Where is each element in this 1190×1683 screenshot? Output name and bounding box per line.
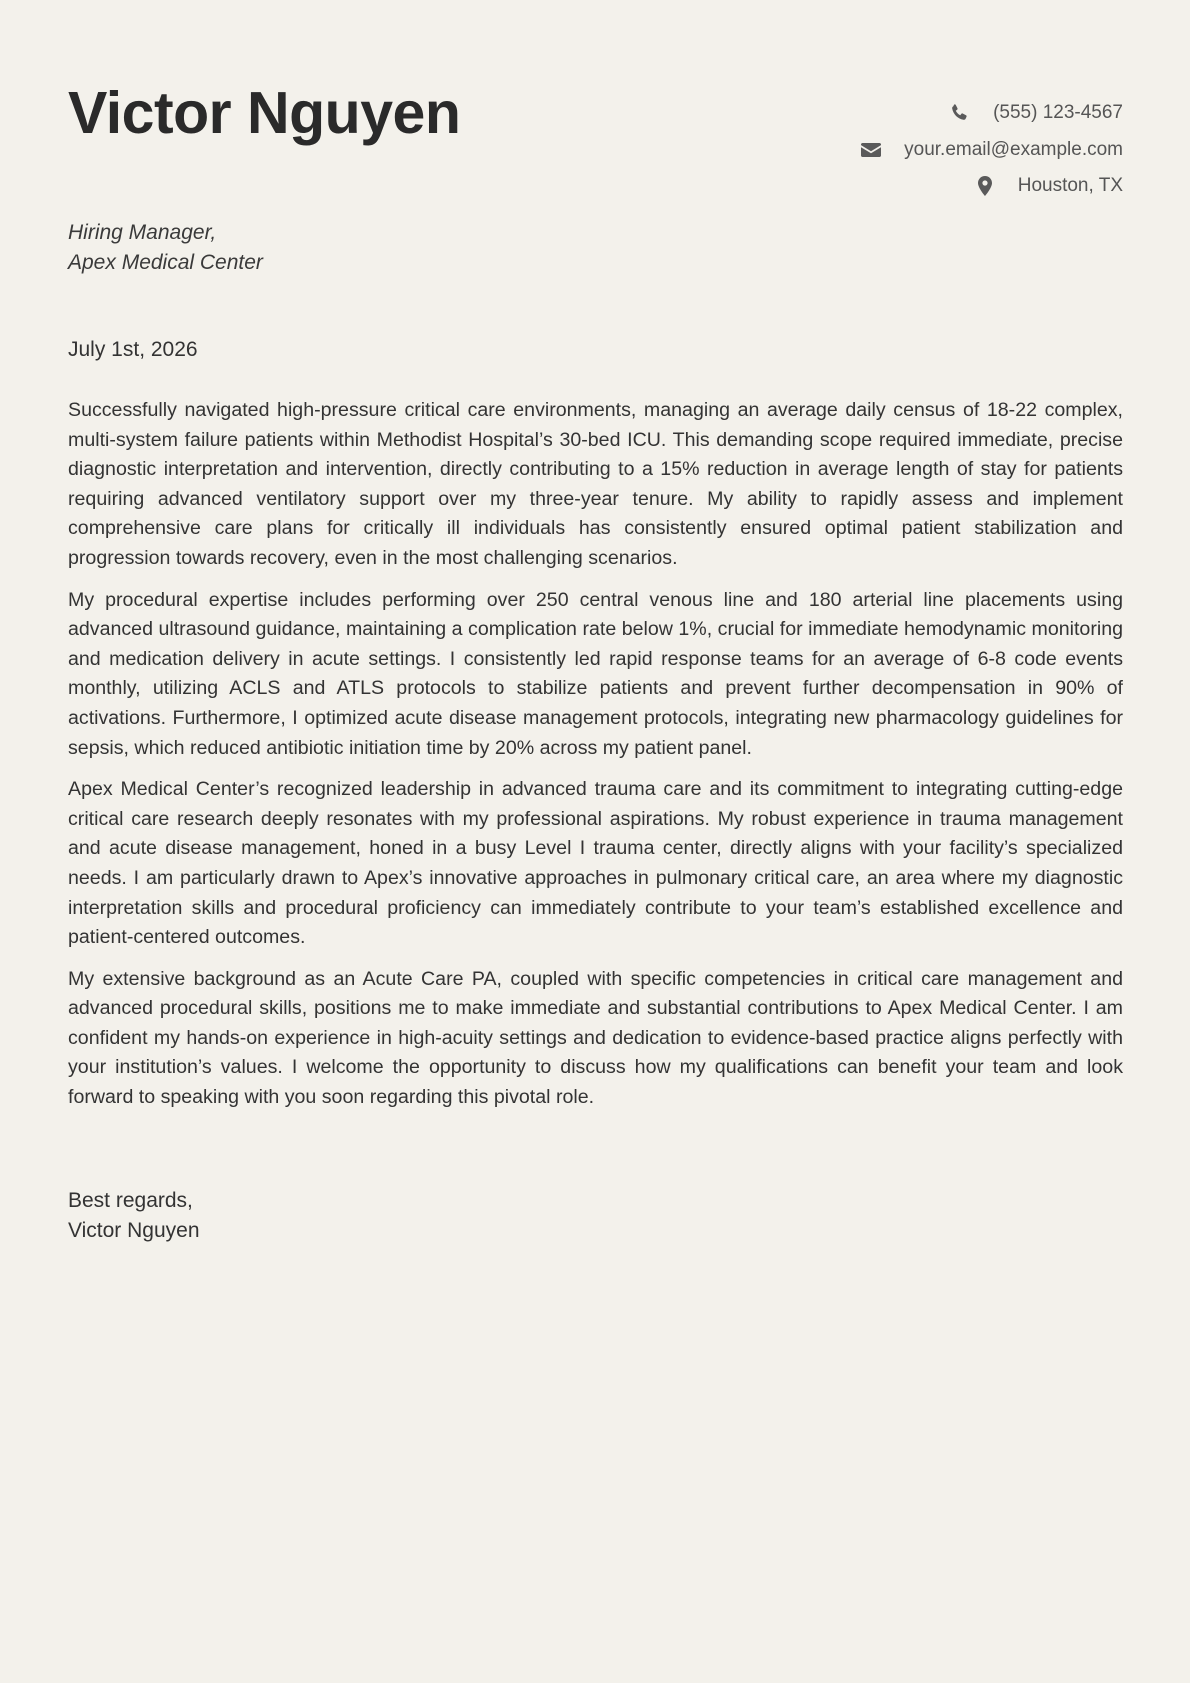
contact-location-text: Houston, TX	[1017, 175, 1123, 197]
letter-date: July 1st, 2026	[68, 338, 198, 361]
contact-email-text[interactable]: your.email@example.com	[904, 138, 1123, 160]
contact-phone-row	[860, 95, 1123, 132]
map-marker-icon	[974, 175, 996, 197]
letter-header	[68, 0, 1123, 200]
envelope-icon	[860, 139, 882, 161]
body-paragraph-1: Successfully navigated high-pressure critical care environments, managing an average daily census of 18-22 complex, multi-system failure patients within Methodist Hospital’s 30-bed ICU. This demanding scope required immediate, precise diagnostic interpretation and intervention, directly contributing to a 15% reduction in average length of stay for patients requiring advanced ventilatory support over my three-year tenure. My ability to rapidly assess and implement comprehensive care plans for critically ill individuals has consistently ensured optimal patient stabilization and progression towards recovery, even in the most challenging scenarios.	[68, 399, 1123, 569]
applicant-name: Victor Nguyen	[68, 80, 461, 146]
recipient-block	[68, 218, 263, 278]
body-paragraph-2: My procedural expertise includes performing over 250 central venous line and 180 arterial line placements using advanced ultrasound guidance, maintaining a complication rate below 1%, crucial for immediate hemodynamic monitoring and medication delivery in acute settings. I consistently led rapid response teams for an average of 6-8 code events monthly, utilizing ACLS and ATLS protocols to stabilize patients and prevent further decompensation in 90% of activations. Furthermore, I optimized acute disease management protocols, integrating new pharmacology guidelines for sepsis, which reduced antibiotic initiation time by 20% across my patient panel.	[68, 588, 1123, 759]
body-paragraph-4: My extensive background as an Acute Care PA, coupled with specific competencies in critical care management and advanced procedural skills, positions me to make immediate and substantial contributions to Apex Medical Center. I am confident my hands-on experience in high-acuity settings and dedication to evidence-based practice aligns perfectly with your institution’s values. I welcome the opportunity to discuss how my qualifications can benefit your team and look forward to speaking with you soon regarding this pivotal role.	[68, 967, 1123, 1109]
contact-block	[860, 95, 1123, 205]
closing-block	[68, 1186, 200, 1246]
letter-body	[68, 396, 1123, 1125]
recipient-organization: Apex Medical Center	[68, 251, 263, 274]
phone-icon	[949, 102, 971, 124]
contact-location-row	[860, 168, 1123, 205]
contact-email-row	[860, 132, 1123, 169]
recipient-title: Hiring Manager,	[68, 221, 217, 244]
cover-letter-page	[68, 0, 1123, 1683]
contact-phone-text[interactable]: (555) 123-4567	[993, 102, 1123, 124]
closing-signature: Victor Nguyen	[68, 1219, 200, 1242]
body-paragraph-3: Apex Medical Center’s recognized leadership in advanced trauma care and its commitment to integrating cutting-edge critical care research deeply resonates with my professional aspirations. My robust experience in trauma management and acute disease management, honed in a busy Level I trauma center, directly aligns with your facility’s specialized needs. I am particularly drawn to Apex’s innovative approaches in pulmonary critical care, an area where my diagnostic interpretation skills and procedural proficiency can immediately contribute to your team’s established excellence and patient-centered outcomes.	[68, 778, 1123, 949]
closing-salutation: Best regards,	[68, 1189, 193, 1212]
